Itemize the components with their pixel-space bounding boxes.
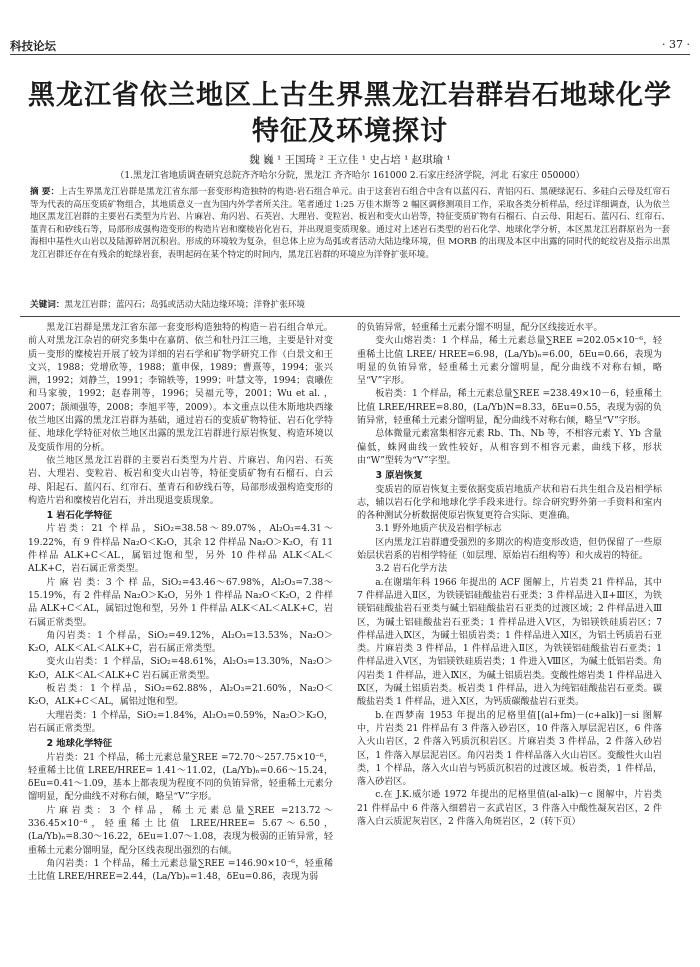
paragraph: 板岩类：1 个样品，稀土元素总量∑REE =238.49×10－6，轻重稀土比值 LREE/HREE=8.80，(La/Yb)N=8.33，δEu=0.55，表现为弱的负铕异常，轻重稀土元素分馏明显，配分曲线不对称右倾，略呈“V”字形。	[357, 389, 662, 427]
paragraph: a.在谢瑞年科 1966 年提出的 ACF 图解上，片岩类 21 件样品，其中 7 件样品进入Ⅱ区，为铁镁铝硅酸盐岩石亚类；3 件样品进入Ⅱ+Ⅲ区，为铁镁铝硅酸盐岩石亚类与碱土铝硅酸盐岩石亚类的过渡区域；2 件样品进入Ⅲ区，为碱土铝硅酸盐岩石亚类；1 件样品进入Ⅴ区，为铝镁铁硅质岩区；7 件样品进入Ⅸ区，为碱土铝质岩类；1 件样品进入Ⅺ区，为铝土钙质岩石亚类。片麻岩类 3 件样品，1 件样品进入Ⅱ区，为铁镁铝硅酸盐岩石亚类；1 件样品进入Ⅴ区，为铝镁铁硅质岩类；1 件进入Ⅷ区，为碱土低铝岩类。角闪岩类 1 件样品，进入Ⅸ区，为碱土铝质岩类。变酸性熔岩类 1 件样品进入Ⅸ区，为碱土铝质岩类。板岩类 1 件样品，进入为纯铝硅酸盐岩石亚类。碳酸盐岩类 1 件样品，进入Ⅹ区，为钙质碳酸盐岩石亚类。	[357, 577, 662, 708]
running-header	[10, 38, 690, 55]
keywords	[30, 299, 670, 311]
abstract-label: 摘 要：	[30, 187, 60, 197]
paragraph: 角闪岩类：1 个样品，SiO₂=49.12%，Al₂O₃=13.53%，Na₂O＞K₂O，ALK＜AL＜ALK+C，岩石属正常类型。	[28, 630, 333, 655]
paragraph: b.在西梦南 1953 年提出的尼格里值[(al+fm)－(c+alk)]－si 图解中，片岩类 21 件样品有 3 件落入砂岩区，10 件落入厚层泥岩区，6 件落入火山岩区，2 件落入钙质沉积岩区。片麻岩类 3 件样品，2 件落入砂岩区，1 件落入厚层泥岩区。角闪岩类 1 件样品落入火山岩区。变酸性火山岩类，1 个样品，落入火山岩与钙质沉积岩的过渡区域。板岩类，1 件样品，落入砂岩区。	[357, 710, 662, 788]
paragraph: 的负铕异常，轻重稀土元素分馏不明显，配分区线接近水平。	[357, 323, 603, 333]
section-heading: 2 地球化学特征	[46, 738, 113, 750]
paragraph: 角闪岩类：1 个样品，稀土元素总量∑REE =146.90×10⁻⁶，轻重稀土比值 LREE/HREE=2.44，(La/Yb)ₙ=1.48，δEu=0.86，表现为弱	[28, 858, 333, 883]
paragraph: 变质岩的原岩恢复主要依据变质岩地质产状和岩石共生组合及岩相学标志，辅以岩石化学和地球化学手段来进行。综合研究野外第一手资料和室内的各种测试分析数据使原岩恢复更符合实际、更准确。	[357, 484, 662, 522]
paragraph: 变火山岩类：1 个样品，SiO₂=48.61%，Al₂O₃=13.30%，Na₂O＞K₂O，ALK＜AL＜ALK+C 岩石属正常类型。	[28, 657, 333, 681]
article-title: 黑龙江省依兰地区上古生界黑龙江岩群岩石地球化学特征及环境探讨	[28, 80, 672, 147]
divider	[20, 316, 680, 317]
left-column	[28, 322, 333, 962]
paragraph: 片岩类：21 个样品，稀土元素总量∑REE =72.70～257.75×10⁻⁶，轻重稀土比值 LREE/HREE= 1.41～11.02，(La/Yb)ₙ=0.66～15.24，δEu=0.41～1.09，基本上都表现为程度不同的负铕异常，轻重稀土元素分馏明显，配分曲线不对称右倾，略呈“V”字形。	[28, 752, 333, 803]
paragraph: 3.2 岩石化学方法	[375, 564, 448, 575]
keywords-text: 黑龙江岩群；蓝闪石；岛弧或活动大陆边缘环境；洋脊扩张环境	[64, 300, 306, 310]
paragraph: 板岩类：1 个样品，SiO₂=62.88%，Al₂O₃=21.60%，Na₂O＜K₂O，ALK+C＜AL，属铝过饱和型。	[28, 684, 333, 708]
paragraph: 片岩类：21 个样品，SiO₂=38.58～89.07%，Al₂O₃=4.31～19.22%，有 9 件样品 Na₂O＜K₂O，其余 12 件样品 Na₂O＞K₂O，有 11 件样品 ALK+C＜AL，属铝过饱和型，另外 10 件样品 ALK＜AL＜ALK+C，岩石属正常类型。	[28, 524, 333, 575]
paragraph: 依兰地区黑龙江岩群的主要岩石类型为片岩、片麻岩、角闪岩、石英岩、大理岩、变粒岩、板岩和变火山岩等，特征变质矿物有石榴石、白云母、阳起石、蓝闪石、红帘石、堇青石和矽线石等，局部形成强构造变形的构造片岩和糜棱岩化岩石，并出现退变质现象。	[28, 455, 333, 506]
paragraph: 变火山熔岩类：1 个样品，稀土元素总量∑REE =202.05×10⁻⁶，轻重稀土比值 LREE/ HREE=6.98，(La/Yb)ₙ=6.00，δEu=0.66，表现为明显的负铕异常，轻重稀土元素分馏明显，配分曲线不对称右倾，略呈“V”字形。	[357, 336, 662, 387]
paragraph: 片 麻 岩 类：3 个 样 品，SiO₂=43.46～67.98%，Al₂O₃=7.38～15.19%，有 2 件样品 Na₂O＞K₂O，另外 1 件样品 Na₂O＜K₂O，2 件样品 ALK+C＜AL，属铝过饱和型，另外 1 件样品 ALK＜AL＜ALK+C，岩石属正常类型。	[28, 577, 333, 628]
abstract	[30, 186, 670, 262]
section-heading: 3 原岩恢复	[375, 470, 423, 482]
paragraph: 区内黑龙江岩群遭受强烈的多期次的构造变形改造，但仍保留了一些原始层状岩系的岩相学特征（如层理、原始岩石组构等）和火成岩的特征。	[357, 537, 662, 562]
paragraph: 黑龙江岩群是黑龙江省东部一套变形构造独特的构造－岩石组合单元。前人对黑龙江杂岩的研究多集中在嘉荫、依兰和牡丹江三地，主要是针对变质－变形的糜棱岩开展了较为详细的岩石学和矿物学研究工作（白景文和王文兴，1988；党增欣等，1988；董申保，1989；曹熹等，1994；张兴洲，1992；刘静兰，1991；李锦轶等，1999；叶慧文等，1994；袁曦佐和马家骏，1992；赵春荆等，1996；吴福元等，2001；Wu et al. ，2007；颉颃强等，2008；李旭平等，2009）。本文重点以佳木斯地块西缘依兰地区出露的黑龙江岩群为基础，通过岩石的变质矿物特征、岩石化学特征、地球化学特征对依兰地区出露的黑龙江岩群进行原岩恢复、构造环境以及变质作用的分析。	[28, 323, 333, 453]
paragraph: c.在 J.K.威尔逊 1972 年提出的尼格里值(al-alk)－c 图解中，片岩类 21 件样品中 6 件落入细碧岩－玄武岩区，3 件落入中酸性凝灰岩区，2 件落入白云质泥灰岩区，2 件落入角斑岩区，2（转下页）	[357, 790, 662, 827]
page-number: · 37 ·	[662, 38, 690, 51]
paragraph: 片麻岩类：3 个样品，稀土元素总量∑REE =213.72～336.45×10⁻⁶，轻重稀土比值 LREE/HREE= 5.67～6.50，(La/Yb)ₙ=8.30～16.22，δEu=1.07～1.08，表现为极弱的正铕异常，轻重稀土元素分馏明显，配分区线表现出强烈的右倾。	[28, 805, 333, 856]
section-heading: 1 岩石化学特征	[46, 510, 113, 522]
paragraph: 总体微量元素富集相容元素 Rb、Th、Nb 等，不相容元素 Y、Yb 含量偏低，蛛网曲线一致性较好，从相容到不相容元素，曲线下移，形状由“W”型转为“V”字型。	[357, 429, 662, 466]
journal-name: 科技论坛	[10, 39, 56, 53]
affiliation: （1.黑龙江省地质调查研究总院齐齐哈尔分院，黑龙江 齐齐哈尔 161000 2.石家庄经济学院，河北 石家庄 050000）	[115, 171, 585, 181]
paragraph: 大理岩类：1 个样品，SiO₂=1.84%，Al₂O₃=0.59%，Na₂O＞K₂O，岩石属正常类型。	[28, 710, 333, 734]
paragraph: 3.1 野外地质产状及岩相学标志	[375, 524, 502, 535]
author-list: 魏 巍 ¹ 王国琦 ² 王立佳 ¹ 史占培 ¹ 赵琪瑜 ¹	[249, 154, 451, 166]
keywords-label: 关键词：	[30, 300, 65, 310]
abstract-text: 上古生界黑龙江岩群是黑龙江省东部一套变形构造独特的构造-岩石组合单元。由于这套岩石组合中含有以蓝闪石、青铝闪石、黑硬绿泥石、多硅白云母及红帘石等为代表的高压变质矿物组合，其地质意义一直为国内外学者所关注。笔者通过 1:25 万佳木斯等 2 幅区调修测项目工作，采取各类分析样品，经过详细调查，认为依兰地区黑龙江岩群的主要岩石类型为片岩、片麻岩、角闪岩、石英岩、大理岩、变粒岩、板岩和变火山岩等，特征变质矿物有石榴石、白云母、阳起石、蓝闪石、红帘石、堇青石和矽线石等，局部形成强构造变形的构造片岩和糜棱岩化岩石，并出现退变质现象。通过对上述岩石类型的岩石化学、地球化学分析，本区黑龙江岩群原岩为一套海相中基性火山岩以及陆源碎屑沉积岩。形成的环境较为复杂，但总体上应为岛弧或者活动大陆边缘环境，但 MORB 的出现及本区中出露的同时代的蛇纹岩及指示出黑龙江岩群还存在有残余的蛇绿岩套，表明起码在某个特定的时间内，黑龙江岩群的环境应为洋脊扩张环境。	[30, 187, 670, 260]
right-column	[357, 322, 662, 962]
